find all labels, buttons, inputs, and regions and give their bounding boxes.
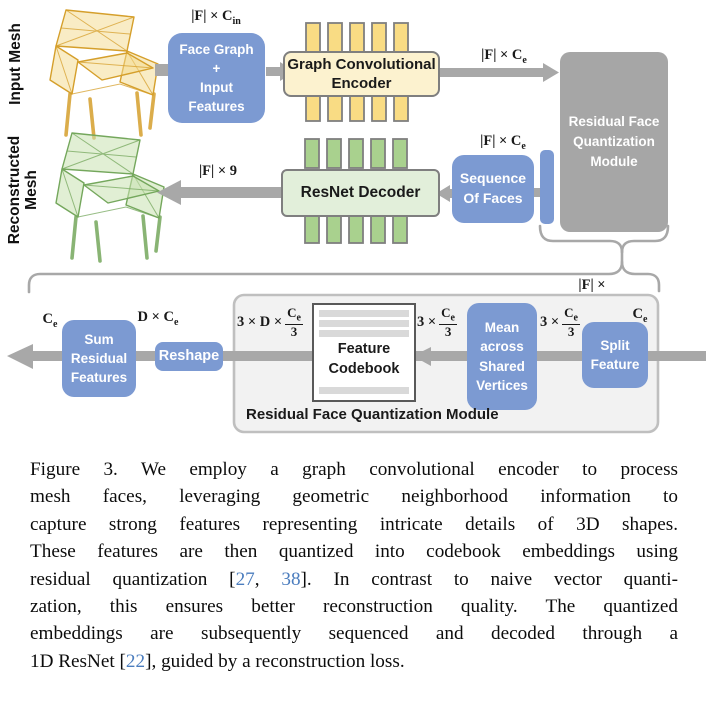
- frac-pre: 3 × D ×: [237, 313, 283, 330]
- caption-text: These features are then quantized into codebook embeddings using: [30, 541, 678, 563]
- caption-text: ,: [254, 568, 282, 590]
- caption-text: 1D ResNet [: [30, 650, 126, 672]
- dim-label-d-ce: $D \times C_e$: [137, 309, 179, 328]
- reshape-box: Reshape: [155, 342, 223, 371]
- figure-caption: [30, 456, 678, 675]
- caption-text: ]. In contrast to naive vector quanti-: [300, 568, 678, 590]
- caption-text: mesh faces, leveraging geometric neighborhood information to: [30, 486, 678, 508]
- facegraph-to-encoder-arrow: [266, 67, 281, 76]
- dim-label-ce-right: $C_e$: [632, 306, 648, 325]
- chair-to-facegraph-connector: [155, 64, 169, 76]
- graph-convolutional-encoder-box: Graph Convolutional Encoder: [283, 51, 440, 97]
- caption-text: zation, this ensures better reconstruction quality. The quantized: [30, 596, 678, 618]
- feature-codebook-box: [312, 303, 416, 402]
- mean-across-shared-vertices-box: Mean across Shared Vertices: [467, 303, 537, 410]
- caption-line: [30, 483, 678, 510]
- fraction: $\frac{C_e}{3}$: [287, 305, 301, 339]
- dim-label-f-ce-mid: $|F| \times C_e$: [480, 133, 526, 152]
- dim-label-3-ce3-right: [540, 306, 590, 339]
- face-graph-box: Face Graph + Input Features: [168, 33, 265, 123]
- bottom-flow-output-arrowhead: [7, 344, 33, 369]
- caption-text: residual quantization [: [30, 568, 236, 590]
- quantization-module-container-label: Residual Face Quantization Module: [246, 406, 499, 423]
- fraction: $\frac{C_e}{3}$: [564, 305, 578, 339]
- codebook-entry-bar: [319, 387, 409, 394]
- dim-label-f-ce-top: $|F| \times C_e$: [481, 47, 527, 66]
- dim-label-ce-left: $C_e$: [42, 311, 58, 330]
- caption-text: capture strong features representing intricate details of 3D shapes.: [30, 513, 678, 535]
- codebook-entry-bar: [319, 330, 409, 337]
- input-mesh-chair: [50, 10, 158, 138]
- citation-link[interactable]: 27: [235, 568, 255, 590]
- sum-residual-features-box: Sum Residual Features: [62, 320, 136, 397]
- caption-line: [30, 620, 678, 647]
- sequence-of-faces-box: Sequence Of Faces: [452, 155, 534, 223]
- caption-text: Figure 3. We employ a graph convolutional encoder to process: [30, 459, 678, 480]
- expansion-line-left: [29, 250, 622, 292]
- reconstructed-mesh-chair: [56, 133, 164, 261]
- dim-label-f-9: |F| × 9: [198, 163, 237, 179]
- expansion-line-right: [622, 262, 659, 291]
- split-feature-box: Split Feature: [582, 322, 648, 388]
- caption-line: [30, 593, 678, 620]
- dim-label-3-ce3-left: [417, 306, 467, 339]
- caption-line: [30, 456, 678, 483]
- caption-line: [30, 538, 678, 565]
- citation-link[interactable]: 38: [281, 568, 301, 590]
- decoder-to-chair-arrow: [180, 187, 281, 198]
- dim-label-f-cin: $|F| \times C_{in}$: [191, 8, 241, 27]
- codebook-entry-bar: [319, 310, 409, 317]
- citation-link[interactable]: 22: [125, 650, 146, 672]
- caption-line: [30, 566, 678, 593]
- resnet-decoder-box: ResNet Decoder: [281, 169, 440, 217]
- codebook-entry-bar: [319, 320, 409, 327]
- caption-line: [30, 511, 678, 538]
- encoder-to-module-arrow: [438, 68, 545, 77]
- input-mesh-label: Input Mesh: [7, 23, 24, 105]
- frac-pre: 3 ×: [540, 313, 560, 330]
- dim-label-f-times: |F| ×: [578, 277, 606, 293]
- dim-label-3-d-ce3: [237, 306, 313, 339]
- quantized-feature-bar: [540, 150, 554, 224]
- caption-line: [30, 648, 678, 675]
- frac-pre: 3 ×: [417, 313, 437, 330]
- feature-codebook-label: Feature Codebook: [328, 341, 400, 378]
- reconstructed-mesh-label: Reconstructed Mesh: [6, 135, 41, 245]
- encoder-to-module-arrowhead: [543, 63, 559, 82]
- caption-text: embeddings are subsequently sequenced and decoded through a: [30, 623, 678, 645]
- residual-face-quantization-module-box: Residual Face Quantization Module: [560, 52, 668, 232]
- fraction: $\frac{C_e}{3}$: [441, 305, 455, 339]
- caption-text: ], guided by a reconstruction loss.: [145, 650, 405, 672]
